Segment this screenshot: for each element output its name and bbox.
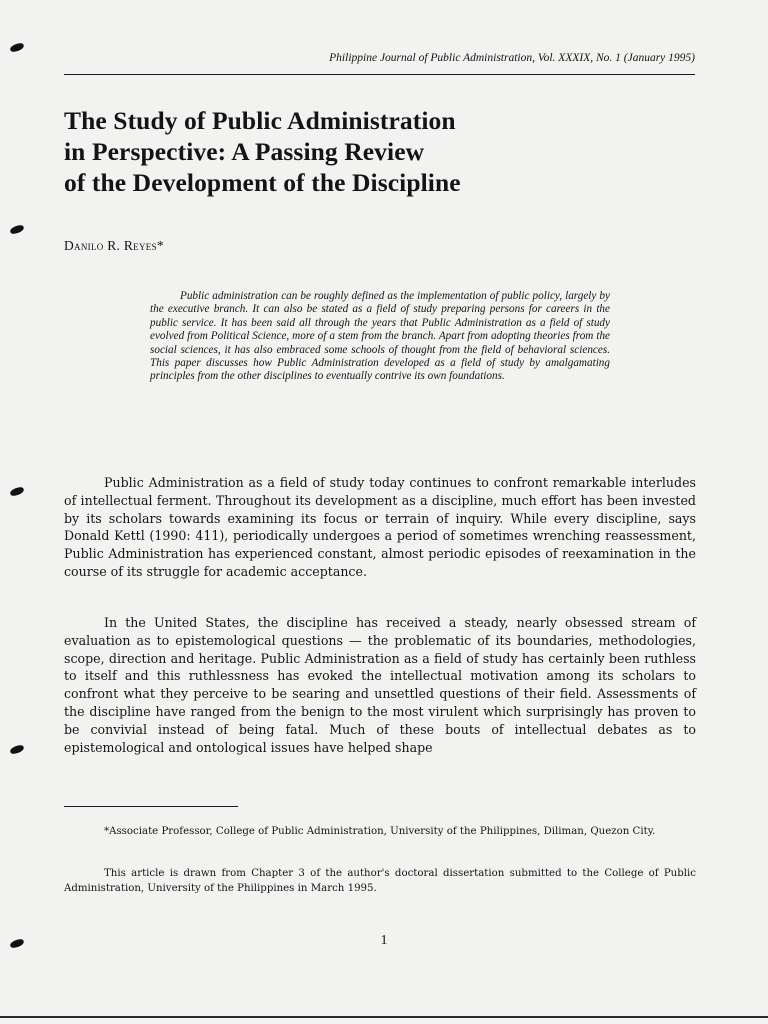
binding-hole-mark: [9, 224, 24, 235]
header-rule: [64, 74, 695, 75]
binding-hole-mark: [9, 744, 24, 755]
article-title: [64, 105, 684, 198]
title-line-1: The Study of Public Administration: [64, 106, 456, 135]
binding-hole-mark: [9, 486, 24, 497]
running-head: Philippine Journal of Public Administration, Vol. XXXIX, No. 1 (January 1995): [329, 52, 695, 64]
body-paragraph-1: Public Administration as a field of study today continues to confront remarkable interludes of intellectual ferment. Throughout its development as a discipline, much effort has been invested by its scholars towards examining its focus or terrain of inquiry. While every discipline, says Donald Kettl (1990: 411), periodically undergoes a period of sometimes wrenching reassessment, Public Administration has experienced constant, almost periodic episodes of reexamination in the course of its struggle for academic acceptance.: [64, 475, 696, 579]
footnote-rule: [64, 806, 238, 807]
footnote-source: This article is drawn from Chapter 3 of the author's doctoral dissertation submitted to the College of Public Administration, University of the Philippines in March 1995.: [64, 868, 696, 894]
body-paragraph-2: In the United States, the discipline has received a steady, nearly obsessed stream of evaluation as to epistemological questions — the problematic of its boundaries, methodologies, scope, direction and heritage. Public Administration as a field of study has certainly been ruthless to itself and this ruthlessness has evoked the intellectual motivation among its scholars to confront what they perceive to be searing and unsettled questions of their field. Assessments of the discipline have ranged from the benign to the most virulent which surprisingly has proven to be convivial instead of being fatal. Much of these bouts of intellectual debates as to epistemological and ontological issues have helped shape: [64, 615, 696, 755]
title-line-3: of the Development of the Discipline: [64, 168, 461, 197]
footnote-author: *Associate Professor, College of Public Administration, University of the Philippines, Diliman, Quezon City.: [104, 826, 656, 837]
binding-hole-mark: [9, 42, 24, 53]
title-line-2: in Perspective: A Passing Review: [64, 137, 425, 166]
abstract: Public administration can be roughly defined as the implementation of public policy, largely by the executive branch. It can also be stated as a field of study preparing persons for careers in the public service. It has been said all through the years that Public Administration as a field of study evolved from Political Science, more of a stem from the branch. Apart from adopting theories from the social sciences, it has also embraced some schools of thought from the field of behavioral sciences. This paper discusses how Public Administration developed as a field of study by amalgamating principles from the other disciplines to eventually contrive its own foundations.: [150, 290, 610, 383]
author-name: Danilo R. Reyes*: [64, 238, 164, 253]
scan-bottom-edge: [0, 1016, 768, 1018]
page-number: 1: [380, 933, 388, 948]
